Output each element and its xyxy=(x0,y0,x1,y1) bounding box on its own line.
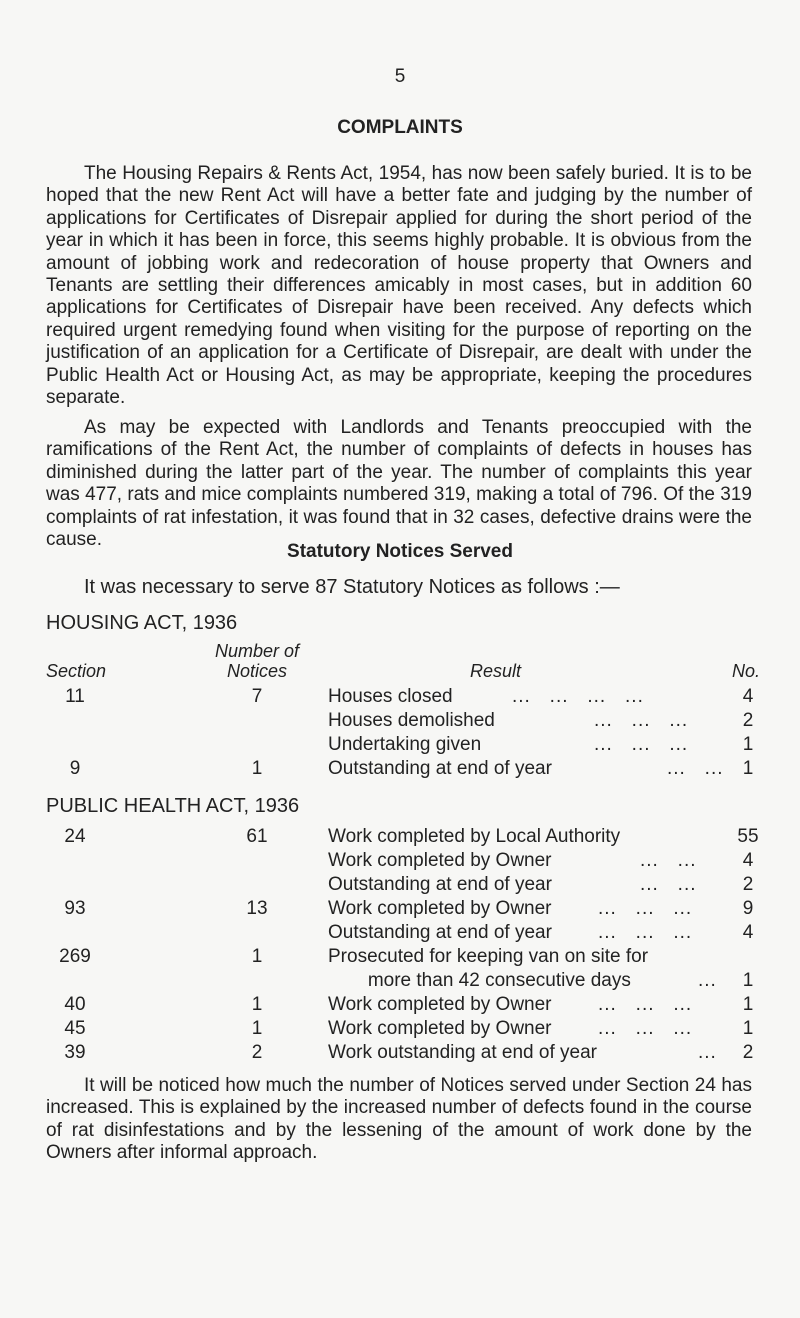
row-leader-dots: ... ... xyxy=(640,874,697,895)
row-leader-dots: ... xyxy=(698,1042,717,1063)
row-leader-dots: ... ... ... xyxy=(594,734,689,755)
table-row xyxy=(0,734,800,758)
table-row xyxy=(0,1018,800,1042)
row-result: Outstanding at end of year xyxy=(328,874,552,895)
row-number: 55 xyxy=(737,826,759,847)
table-row xyxy=(0,970,800,994)
column-header-section: Section xyxy=(46,661,107,681)
row-notices: 1 xyxy=(251,758,263,779)
row-notices: 1 xyxy=(251,946,263,967)
row-notices: 1 xyxy=(251,1018,263,1039)
closing-paragraph: It will be noticed how much the number of Notices served under Section 24 has increased. This is explained by the increased number of defects found in the course of rat disinfestations and by the lessening of the amount of work done by the Owners after informal approach. xyxy=(46,1075,752,1164)
row-number: 2 xyxy=(742,710,754,731)
row-number: 1 xyxy=(742,1018,754,1039)
row-section: 45 xyxy=(64,1018,86,1039)
row-section: 24 xyxy=(64,826,86,847)
table-row xyxy=(0,686,800,710)
row-number: 1 xyxy=(742,734,754,755)
column-header-notices-line2: Notices xyxy=(226,661,288,681)
complaints-paragraph-1: The Housing Repairs & Rents Act, 1954, has now been safely buried. It is to be hoped that the new Rent Act will have a better fate and judging by the number of applications for Certificates of Disrepair applied for during the short period of the year in which it has been in force, this seems highly probable. It is obvious from the amount of jobbing work and redecoration of house property that Owners and Tenants are settling their differences amicably in most cases, but in addition 60 applications for Certificates of Disrepair have been received. Any defects which required urgent remedying found when visiting for the purpose of reporting on the justification of an application for a Certificate of Disrepair, are dealt with under the Public Health Act or Housing Act, as may be appropriate, keeping the procedures separate. xyxy=(46,163,752,409)
row-notices: 2 xyxy=(251,1042,263,1063)
section-title-notices: Statutory Notices Served xyxy=(287,541,513,562)
row-result: Outstanding at end of year xyxy=(328,922,552,943)
row-result: Undertaking given xyxy=(328,734,482,755)
row-result: Work completed by Owner xyxy=(328,994,552,1015)
row-leader-dots: ... ... xyxy=(667,758,724,779)
row-number: 4 xyxy=(742,922,754,943)
table-row xyxy=(0,946,800,970)
row-number: 9 xyxy=(742,898,754,919)
row-leader-dots: ... ... xyxy=(640,850,697,871)
row-number: 1 xyxy=(742,970,754,991)
row-notices: 61 xyxy=(246,826,268,847)
row-leader-dots: ... ... ... xyxy=(594,710,689,731)
row-leader-dots: ... ... ... xyxy=(598,922,693,943)
table-row xyxy=(0,710,800,734)
row-notices: 1 xyxy=(251,994,263,1015)
row-section: 11 xyxy=(65,686,85,707)
row-result: Work completed by Owner xyxy=(328,1018,552,1039)
column-header-result: Result xyxy=(470,661,522,681)
row-notices: 7 xyxy=(251,686,263,707)
column-header-notices-line1: Number of xyxy=(214,641,300,661)
row-leader-dots: ... ... ... xyxy=(598,898,693,919)
row-section: 40 xyxy=(64,994,86,1015)
row-result: Work completed by Owner xyxy=(328,850,552,871)
row-result: Houses closed xyxy=(328,686,453,707)
table-row xyxy=(0,922,800,946)
housing-act-title: HOUSING ACT, 1936 xyxy=(46,612,238,634)
row-result: Prosecuted for keeping van on site for xyxy=(328,946,649,967)
row-section: 9 xyxy=(69,758,81,779)
row-result: Work completed by Local Authority xyxy=(328,826,621,847)
column-header-notices xyxy=(197,641,317,681)
row-section: 39 xyxy=(64,1042,86,1063)
row-leader-dots: ... ... ... ... xyxy=(512,686,644,707)
row-leader-dots: ... ... ... xyxy=(598,1018,693,1039)
table-row xyxy=(0,1042,800,1066)
row-result: Houses demolished xyxy=(328,710,495,731)
row-number: 1 xyxy=(742,758,754,779)
table-row xyxy=(0,826,800,850)
table-row xyxy=(0,994,800,1018)
notices-intro: It was necessary to serve 87 Statutory Notices as follows :— xyxy=(84,576,620,598)
complaints-paragraph-2: As may be expected with Landlords and Tenants preoccupied with the ramifications of the Rent Act, the number of complaints of defects in houses has diminished during the latter part of the year. The number of complaints this year was 477, rats and mice complaints numbered 319, making a total of 796. Of the 319 complaints of rat infestation, it was found that in 32 cases, defective drains were the cause. xyxy=(46,417,752,551)
row-number: 4 xyxy=(742,686,754,707)
row-result: more than 42 consecutive days xyxy=(352,970,631,991)
row-number: 1 xyxy=(742,994,754,1015)
row-number: 2 xyxy=(742,874,754,895)
row-number: 4 xyxy=(742,850,754,871)
table-row xyxy=(0,758,800,782)
row-leader-dots: ... ... ... xyxy=(598,994,693,1015)
row-number: 2 xyxy=(742,1042,754,1063)
row-section: 93 xyxy=(64,898,86,919)
public-health-act-title: PUBLIC HEALTH ACT, 1936 xyxy=(46,795,300,817)
row-result: Work outstanding at end of year xyxy=(328,1042,597,1063)
section-title-complaints: COMPLAINTS xyxy=(337,117,463,138)
column-header-no: No. xyxy=(732,661,761,681)
row-leader-dots: ... xyxy=(698,970,717,991)
table-row xyxy=(0,874,800,898)
row-result: Outstanding at end of year xyxy=(328,758,552,779)
table-row xyxy=(0,850,800,874)
row-section: 269 xyxy=(59,946,91,967)
page-number: 5 xyxy=(394,66,406,87)
table-row xyxy=(0,898,800,922)
row-result: Work completed by Owner xyxy=(328,898,552,919)
row-notices: 13 xyxy=(246,898,268,919)
